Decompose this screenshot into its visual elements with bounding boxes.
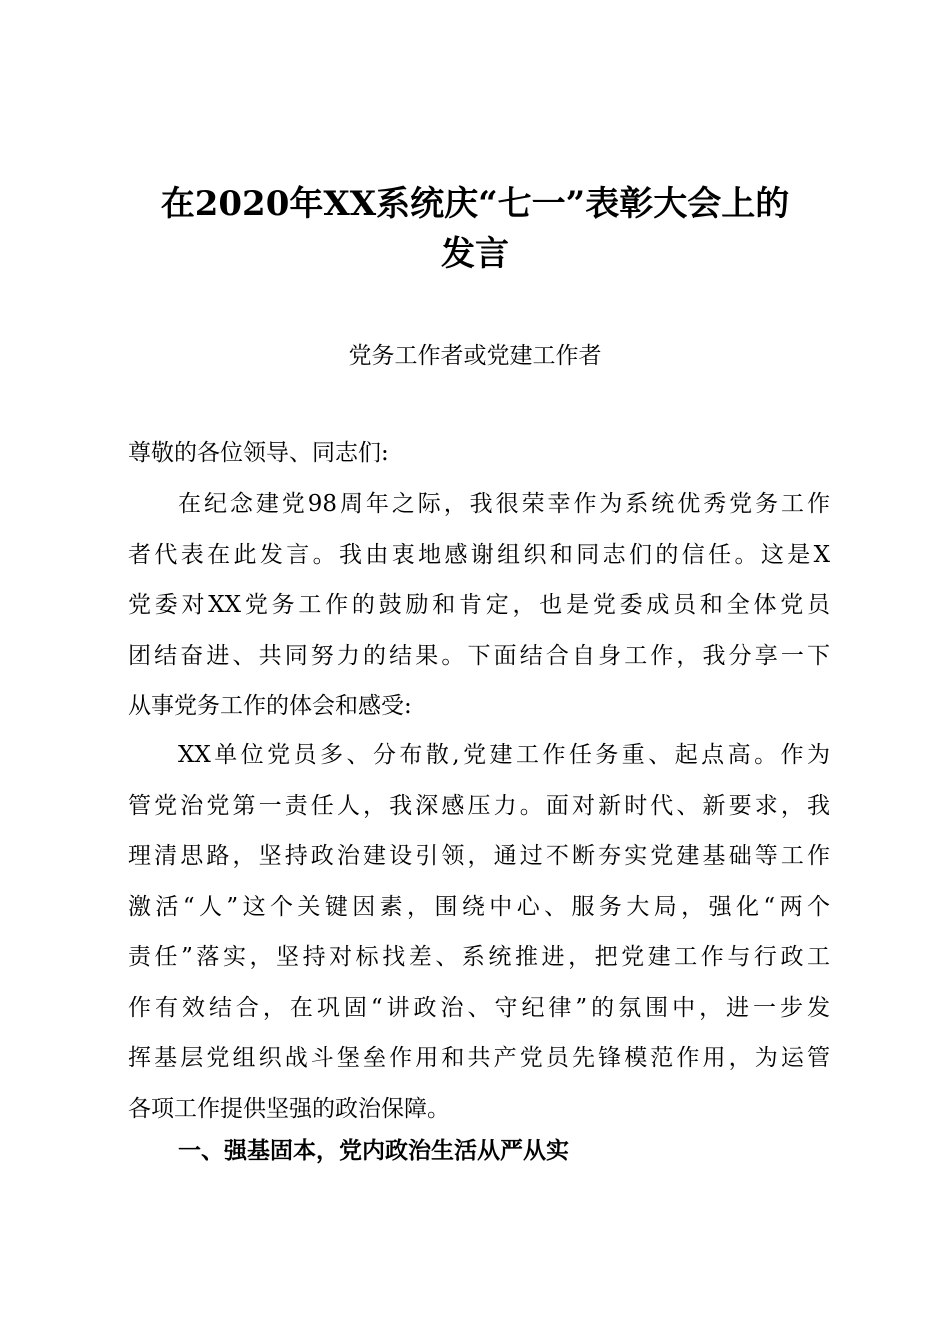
paragraph-1 [128, 479, 830, 732]
paragraph-2-line-4: 激活“人”这个关键因素，围绕中心、服务大局，强化“两个 [128, 893, 830, 920]
paragraph-2 [128, 730, 830, 1134]
salutation-text: 尊敬的各位领导、同志们: [128, 440, 389, 466]
paragraph-2-line-3: 理清思路，坚持政治建设引领，通过不断夯实党建基础等工作 [128, 843, 830, 869]
document-title-line-1: 在2020年XX系统庆“七一”表彰大会上的 [160, 184, 790, 224]
author-line: 党务工作者或党建工作者 [348, 343, 602, 369]
paragraph-1-line-4: 团结奋进、共同努力的结果。下面结合自身工作，我分享一下 [128, 642, 830, 669]
paragraph-2-line-2: 管党治党第一责任人，我深感压力。面对新时代、新要求，我 [128, 792, 830, 819]
document-title-line-2: 发言 [441, 234, 509, 274]
salutation [128, 428, 830, 479]
paragraph-2-line-8: 各项工作提供坚强的政治保障。 [128, 1095, 450, 1122]
paragraph-2-line-7: 挥基层党组织战斗堡垒作用和共产党员先锋模范作用，为运管 [128, 1045, 830, 1071]
paragraph-2-line-5: 责任”落实，坚持对标找差、系统推进，把党建工作与行政工 [128, 944, 830, 970]
paragraph-1-line-3: 党委对XX党务工作的鼓励和肯定，也是党委成员和全体党员 [128, 592, 830, 618]
paragraph-2-line-1: XX单位党员多、分布散,党建工作任务重、起点高。作为 [178, 742, 830, 768]
section-heading-1: 一、强基固本，党内政治生活从严从实 [178, 1138, 569, 1164]
paragraph-2-line-6: 作有效结合，在巩固“讲政治、守纪律”的氛围中，进一步发 [128, 994, 830, 1021]
paragraph-1-line-5: 从事党务工作的体会和感受: [128, 693, 412, 719]
paragraph-1-line-2: 者代表在此发言。我由衷地感谢组织和同志们的信任。这是X [128, 541, 830, 568]
paragraph-1-line-1: 在纪念建党98周年之际，我很荣幸作为系统优秀党务工作 [178, 491, 830, 517]
